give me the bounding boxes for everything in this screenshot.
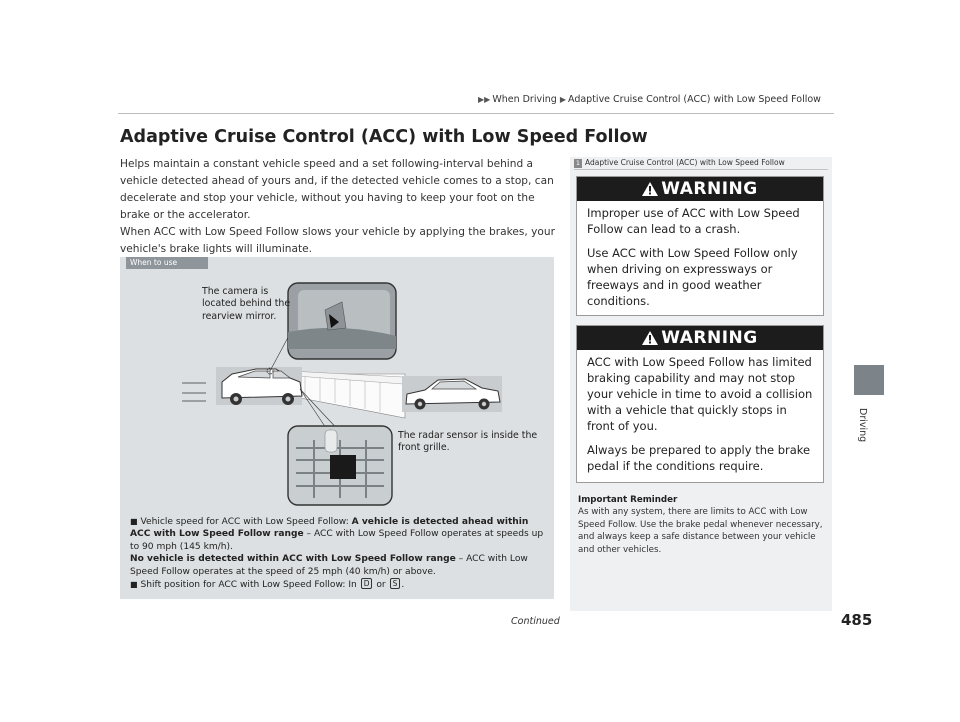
breadcrumb-arrow-icon: ▶▶ xyxy=(478,95,491,104)
sidebar-heading xyxy=(574,158,785,168)
shift-note-prefix: Shift position for ACC with Low Speed Follow: In xyxy=(140,580,360,591)
sidebar-divider xyxy=(574,169,828,170)
speed-note-bold-2: No vehicle is detected within ACC with Low Speed Follow range xyxy=(130,554,456,565)
warning-paragraph: Always be prepared to apply the brake pedal if the conditions require. xyxy=(587,443,811,473)
continued-label: Continued xyxy=(511,616,560,627)
warning-paragraph: Use ACC with Low Speed Follow only when driving on expressways or freeways and in good weather conditions. xyxy=(587,246,798,308)
chapter-tab-label: Driving xyxy=(857,408,868,443)
reminder-text: As with any system, there are limits to ACC with Low Speed Follow. Use the brake pedal whenever necessary, and always keep a safe distance between your vehicle and other vehicles. xyxy=(578,507,823,555)
reference-number-icon: 1 xyxy=(575,159,581,167)
radar-inset xyxy=(288,426,392,505)
speed-lines-icon xyxy=(182,383,206,401)
warning-header xyxy=(577,326,823,350)
radar-label: The radar sensor is inside the front grille. xyxy=(398,430,538,454)
reminder-title: Important Reminder xyxy=(578,495,678,505)
warning-text xyxy=(577,350,823,474)
warning-triangle-icon xyxy=(642,331,658,345)
warning-text xyxy=(577,201,823,309)
sedan-icon xyxy=(402,376,502,412)
camera-inset xyxy=(288,283,396,359)
warning-box-1 xyxy=(576,176,824,316)
camera-label: The camera is located behind the rearview mirror. xyxy=(202,286,291,322)
figure-tag: When to use xyxy=(126,257,208,269)
intro-paragraph-2: When ACC with Low Speed Follow slows your vehicle by applying the brakes, your vehicle's brake lights will illuminate. xyxy=(120,226,555,256)
speed-note xyxy=(130,516,548,578)
breadcrumb-current: Adaptive Cruise Control (ACC) with Low Speed Follow xyxy=(567,94,821,105)
shift-note xyxy=(130,578,548,591)
suv-icon xyxy=(216,367,302,405)
speed-note-bold-1: A vehicle is detected ahead within ACC with Low Speed Follow range xyxy=(130,517,529,540)
warning-triangle-icon xyxy=(642,182,658,196)
warning-header xyxy=(577,177,823,201)
chapter-tab xyxy=(854,365,884,395)
important-reminder xyxy=(578,494,828,556)
speed-note-rest-1: – ACC with Low Speed Follow operates at speeds up to 90 mph (145 km/h). xyxy=(130,529,544,552)
warning-paragraph: Improper use of ACC with Low Speed Follow can lead to a crash. xyxy=(587,206,800,236)
page-number: 485 xyxy=(841,611,873,629)
shift-note-end: . xyxy=(401,580,405,591)
sidebar-heading-text: Adaptive Cruise Control (ACC) with Low Speed Follow xyxy=(585,158,785,167)
warning-box-2 xyxy=(576,325,824,483)
intro-paragraph-1: Helps maintain a constant vehicle speed and a set following-interval behind a vehicle detected ahead of yours and, if the detected vehicle comes to a stop, can decelerate and stop your vehicle, without you having to keep your foot on the brake or the accelerator. xyxy=(120,158,554,222)
warning-paragraph: ACC with Low Speed Follow has limited braking capability and may not stop your vehicle in time to avoid a collision with a vehicle that quickly stops in front of you. xyxy=(587,355,813,433)
warning-label: WARNING xyxy=(661,328,758,348)
breadcrumb-parent: When Driving xyxy=(492,94,557,105)
bullet-square-icon: ■ xyxy=(130,517,138,526)
key-s-icon: S xyxy=(390,578,401,589)
speed-note-rest-2: – ACC with Low Speed Follow operates at the speed of 25 mph (40 km/h) or above. xyxy=(130,554,528,577)
speed-note-prefix: Vehicle speed for ACC with Low Speed Follow: xyxy=(140,517,352,527)
breadcrumb-separator-icon: ▶ xyxy=(559,95,566,104)
key-d-icon: D xyxy=(361,578,373,589)
shift-note-or: or xyxy=(373,580,389,591)
bullet-square-icon: ■ xyxy=(130,580,138,590)
acc-illustration xyxy=(120,270,554,510)
page-title: Adaptive Cruise Control (ACC) with Low Speed Follow xyxy=(120,127,648,147)
figure-notes xyxy=(130,516,548,591)
header-divider xyxy=(118,113,834,114)
intro-text xyxy=(120,156,556,259)
warning-label: WARNING xyxy=(661,179,758,199)
breadcrumb xyxy=(478,94,821,105)
